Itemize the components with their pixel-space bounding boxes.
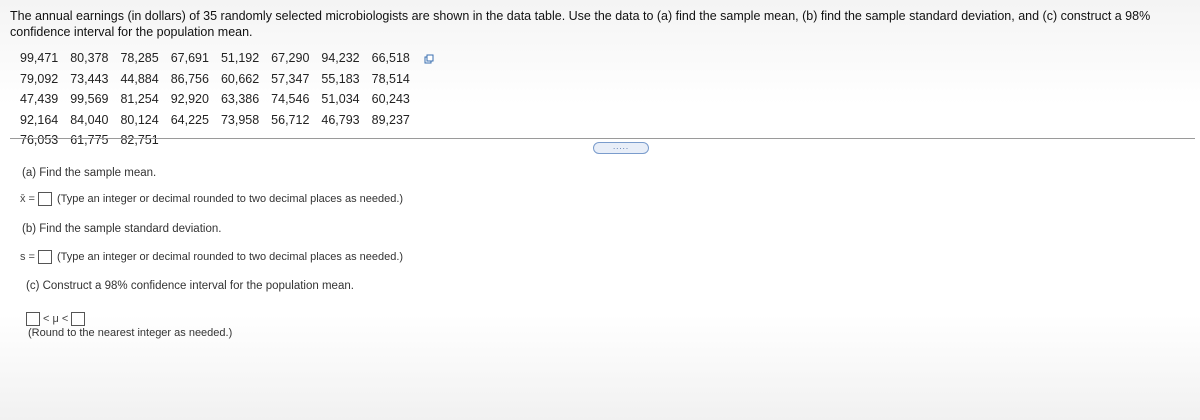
ci-mu-symbol: < μ <	[43, 313, 69, 325]
data-cell: 51,034	[321, 92, 360, 107]
data-cell: 94,232	[321, 51, 360, 66]
data-cell: 99,569	[70, 92, 109, 107]
data-cell: 92,920	[170, 92, 209, 107]
data-cell: 51,192	[220, 51, 260, 66]
mean-input[interactable]	[38, 192, 52, 206]
data-cell: 78,514	[371, 71, 410, 86]
data-cell: 55,183	[321, 71, 360, 86]
data-cell: 67,691	[170, 51, 209, 66]
data-cell: 63,386	[220, 92, 260, 107]
data-cell: 80,124	[120, 112, 159, 127]
copy-data-icon[interactable]	[424, 54, 434, 64]
data-cell: 46,793	[321, 112, 360, 127]
data-cell: 73,958	[220, 112, 260, 127]
part-a-question: (a) Find the sample mean.	[22, 167, 157, 179]
data-cell: 44,884	[120, 71, 159, 86]
data-cell: 79,092	[20, 71, 59, 86]
data-cell: 57,347	[271, 71, 310, 86]
data-cell: 67,290	[271, 51, 310, 66]
problem-intro: The annual earnings (in dollars) of 35 randomly selected microbiologists are shown in the data table. Use the data to (a) find the sample mean, (b) find the sample standard deviation, and (c) construct a 98% confidence interval for the population mean.	[10, 9, 1151, 39]
part-a-hint: (Type an integer or decimal rounded to two decimal places as needed.)	[56, 193, 404, 205]
data-cell: 73,443	[70, 71, 109, 86]
data-cell: 80,378	[70, 51, 109, 66]
data-cell: 84,040	[70, 112, 109, 127]
ci-lower-input[interactable]	[26, 312, 40, 326]
data-row	[20, 48, 446, 69]
data-cell: 56,712	[271, 112, 310, 127]
data-cell: 81,254	[120, 92, 159, 107]
data-row	[20, 110, 446, 131]
data-cell: 99,471	[20, 51, 59, 66]
data-cell: 66,518	[371, 51, 410, 66]
data-row	[20, 130, 446, 151]
data-cell: 61,775	[70, 133, 109, 148]
data-cell: 76,053	[20, 133, 59, 148]
data-cell: 78,285	[120, 51, 159, 66]
data-cell: 64,225	[170, 112, 209, 127]
data-cell: 86,756	[170, 71, 209, 86]
part-a-answer-row	[20, 192, 403, 206]
data-cell: 74,546	[271, 92, 310, 107]
part-b-hint: (Type an integer or decimal rounded to two decimal places as needed.)	[56, 251, 404, 263]
data-cell: 47,439	[20, 92, 59, 107]
data-row	[20, 69, 446, 90]
more-button[interactable]: .....	[593, 142, 649, 154]
ci-upper-input[interactable]	[71, 312, 85, 326]
sd-input[interactable]	[38, 250, 52, 264]
part-c-hint: (Round to the nearest integer as needed.)	[28, 327, 233, 339]
sd-symbol: s =	[20, 251, 35, 263]
part-b-answer-row	[20, 250, 403, 264]
data-cell: 89,237	[371, 112, 410, 127]
divider	[10, 138, 1195, 139]
data-cell: 82,751	[120, 133, 159, 148]
data-cell: 60,662	[220, 71, 260, 86]
mean-symbol: x̄ =	[20, 193, 35, 205]
part-c-question: (c) Construct a 98% confidence interval for the population mean.	[26, 280, 354, 292]
part-b-question: (b) Find the sample standard deviation.	[22, 223, 222, 235]
part-c-answer-row	[26, 312, 88, 326]
data-table	[20, 48, 446, 151]
data-row	[20, 89, 446, 110]
data-cell: 92,164	[20, 112, 59, 127]
copy-cell	[422, 48, 446, 69]
data-cell: 60,243	[371, 92, 410, 107]
